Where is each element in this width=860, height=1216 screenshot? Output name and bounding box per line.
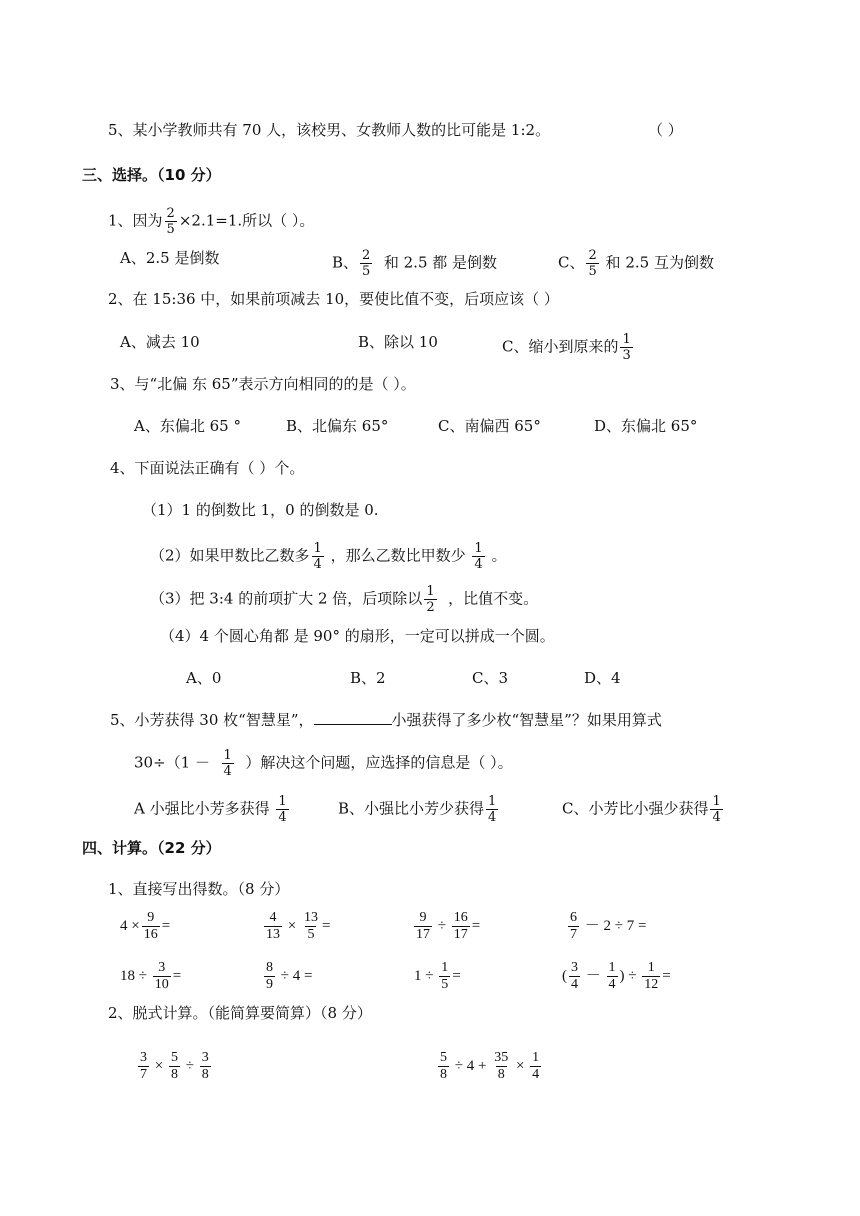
numerator: 1: [488, 794, 497, 809]
numerator: 1: [441, 960, 449, 975]
fraction: [568, 910, 579, 943]
s3-q1: 1、因为 $\frac{2}{5}$ ×2.1=1.所以（ ）。: [108, 206, 315, 237]
expr-5: 18 ÷ $\frac{3}{10}$ =: [120, 960, 182, 992]
fraction: [569, 960, 580, 993]
numerator: 3: [571, 960, 578, 975]
numerator: 1: [313, 541, 322, 556]
denominator: 7: [570, 927, 577, 942]
denominator: 4: [474, 557, 483, 572]
denominator: 4: [571, 977, 578, 992]
denominator: 8: [170, 1067, 178, 1082]
numerator: 9: [147, 910, 155, 925]
s3-q3-option-c: C、南偏西 65°: [438, 417, 541, 435]
fraction: [222, 748, 234, 779]
denominator: 8: [440, 1067, 447, 1082]
numerator: 1: [278, 794, 287, 809]
fraction: [642, 960, 660, 993]
s3-q5-line2: 30÷（1 － $\frac{1}{4}$ ）解决这个问题，应选择的信息是（ ）。: [134, 748, 513, 779]
s3-q3-option-a: A、东偏北 65 °: [134, 417, 241, 435]
s3-q3-option-b: B、北偏东 65°: [286, 417, 389, 435]
denominator: 5: [362, 264, 371, 279]
numerator: 1: [647, 960, 655, 975]
denominator: 4: [223, 764, 232, 779]
numerator: 2: [362, 248, 371, 263]
s3-q4-option-b: B、2: [350, 669, 386, 687]
numerator: 1: [712, 794, 721, 809]
expr-long-1: $\frac{3}{7}$ × $\frac{5}{8}$ ÷ $\frac{3}{8}$: [140, 1050, 209, 1082]
fraction: [424, 584, 436, 615]
denominator: 13: [266, 927, 280, 942]
numerator: 3: [201, 1050, 209, 1065]
numerator: 5: [170, 1050, 178, 1065]
denominator: 4: [532, 1067, 540, 1082]
numerator: 1: [532, 1050, 540, 1065]
denominator: 4: [488, 810, 497, 825]
s3-q1-option-c: C、 $\frac{2}{5}$ 和 2.5 互为倒数: [558, 248, 714, 279]
denominator: 16: [143, 927, 158, 942]
denominator: 2: [426, 600, 435, 615]
judge-q5-answer-paren: （ ）: [648, 121, 683, 139]
numerator: 2: [166, 206, 175, 221]
s3-q2: 2、在 15:36 中，如果前项减去 10，要使比值不变，后项应该（ ）: [108, 290, 559, 308]
expr-6: $\frac{8}{9}$ ÷ 4 =: [266, 960, 313, 992]
denominator: 10: [154, 977, 169, 992]
numerator: 1: [474, 541, 483, 556]
denominator: 17: [453, 927, 468, 942]
s3-q3-option-d: D、东偏北 65°: [594, 417, 698, 435]
denominator: 4: [278, 810, 287, 825]
fraction: [486, 794, 498, 825]
denominator: 5: [307, 927, 315, 942]
fraction: [200, 1050, 211, 1083]
s3-q4-option-a: A、0: [186, 669, 222, 687]
numerator: 2: [588, 248, 597, 263]
fraction: [492, 1050, 510, 1083]
fill-in-blank: [314, 710, 392, 725]
denominator: 5: [441, 977, 449, 992]
expr-7: 1 ÷ $\frac{1}{5}$ =: [414, 960, 461, 992]
fraction: [165, 206, 177, 237]
s4-part1-heading: 1、直接写出得数。（8 分）: [108, 880, 290, 898]
expr-2: $\frac{4}{13}$ × $\frac{13}{5}$ =: [266, 910, 331, 942]
fraction: [438, 1050, 449, 1083]
numerator: 1: [622, 332, 631, 347]
fraction: [302, 910, 320, 943]
numerator: 3: [140, 1050, 147, 1065]
numerator: 3: [158, 960, 166, 975]
numerator: 13: [303, 910, 318, 925]
fraction: [439, 960, 450, 993]
numerator: 4: [269, 910, 277, 925]
expr-1: 4 × $\frac{9}{16}$ =: [120, 910, 171, 942]
expr-long-2: $\frac{5}{8}$ ÷ 4 + $\frac{35}{8}$ × $\frac{1}{4}$: [440, 1050, 540, 1082]
denominator: 5: [588, 264, 597, 279]
s3-q5-option-c: C、小芳比小强少获得 $\frac{1}{4}$: [562, 794, 721, 825]
fraction: [153, 960, 171, 993]
denominator: 17: [416, 927, 430, 942]
s3-q4-statement-2: （2）如果甲数比乙数多 $\frac{1}{4}$ ，那么乙数比甲数少 $\frac{1}{4}$ 。: [150, 541, 507, 572]
denominator: 5: [166, 222, 175, 237]
fraction: [138, 1050, 149, 1083]
fraction: [264, 960, 275, 993]
fraction: [710, 794, 722, 825]
denominator: 4: [608, 977, 616, 992]
s3-q1-option-b: B、 $\frac{2}{5}$ 和 2.5 都 是倒数: [332, 248, 498, 279]
denominator: 4: [313, 557, 322, 572]
numerator: 6: [570, 910, 577, 925]
denominator: 7: [140, 1067, 147, 1082]
numerator: 1: [608, 960, 616, 975]
fraction: [169, 1050, 180, 1083]
fraction: [312, 541, 324, 572]
denominator: 8: [201, 1067, 209, 1082]
s4-part2-heading: 2、脱式计算。（能简算要简算）（8 分）: [108, 1004, 372, 1022]
s3-q4-option-d: D、4: [584, 669, 621, 687]
fraction: [586, 248, 598, 279]
s3-q1-option-a: A、2.5 是倒数: [120, 249, 220, 267]
s3-q4-statement-1: （1）1 的倒数比 1，0 的倒数是 0.: [142, 501, 379, 519]
fraction: [414, 910, 432, 943]
fraction: [607, 960, 618, 993]
denominator: 4: [712, 810, 721, 825]
s3-q3: 3、与“北偏 东 65”表示方向相同的的是（ ）。: [110, 375, 416, 393]
numerator: 8: [266, 960, 273, 975]
expr-8: ( $\frac{3}{4}$ － $\frac{1}{4}$ ) ÷ $\frac{1}{12}$ =: [562, 960, 671, 992]
numerator: 9: [419, 910, 427, 925]
fraction: [142, 910, 160, 943]
fraction: [452, 910, 470, 943]
denominator: 8: [497, 1067, 505, 1082]
s3-q4-statement-4: （4）4 个圆心角都 是 90° 的扇形，一定可以拼成一个圆。: [160, 627, 555, 645]
section3-title: 三、选择。（10 分）: [82, 166, 221, 184]
fraction: [472, 541, 484, 572]
s3-q4-option-c: C、3: [472, 669, 509, 687]
section4-title: 四、计算。（22 分）: [82, 839, 221, 857]
denominator: 3: [622, 348, 631, 363]
fraction: [620, 332, 632, 363]
s3-q5-option-a: A 小强比小芳多获得 $\frac{1}{4}$: [134, 794, 287, 825]
s3-q4: 4、下面说法正确有（ ）个。: [110, 459, 305, 477]
s3-q2-option-a: A、减去 10: [120, 333, 200, 351]
fraction: [360, 248, 372, 279]
numerator: 5: [440, 1050, 447, 1065]
s3-q2-option-b: B、除以 10: [358, 333, 438, 351]
fraction: [264, 910, 282, 943]
numerator: 1: [426, 584, 435, 599]
s3-q2-option-c: C、缩小到原来的 $\frac{1}{3}$: [502, 332, 631, 363]
judge-q5: [108, 120, 550, 140]
numerator: 1: [223, 748, 232, 763]
s3-q4-statement-3: （3）把 3:4 的前项扩大 2 倍，后项除以 $\frac{1}{2}$ ，比值不变。: [150, 584, 539, 615]
denominator: 9: [266, 977, 273, 992]
judge-q5-text: 5、某小学教师共有 70 人，该校男、女教师人数的比可能是 1:2。: [108, 121, 551, 139]
numerator: 35: [494, 1050, 509, 1065]
expr-3: $\frac{9}{17}$ ÷ $\frac{16}{17}$ =: [416, 910, 481, 942]
denominator: 12: [644, 977, 659, 992]
s3-q5-option-b: B、小强比小芳少获得 $\frac{1}{4}$: [338, 794, 497, 825]
fraction: [530, 1050, 541, 1083]
s3-q5-line1: 5、小芳获得 30 枚“智慧星”， 小强获得了多少枚“智慧星”？如果用算式: [110, 711, 662, 729]
expr-4: $\frac{6}{7}$ － 2 ÷ 7 =: [570, 910, 647, 942]
numerator: 16: [453, 910, 468, 925]
fraction: [276, 794, 288, 825]
